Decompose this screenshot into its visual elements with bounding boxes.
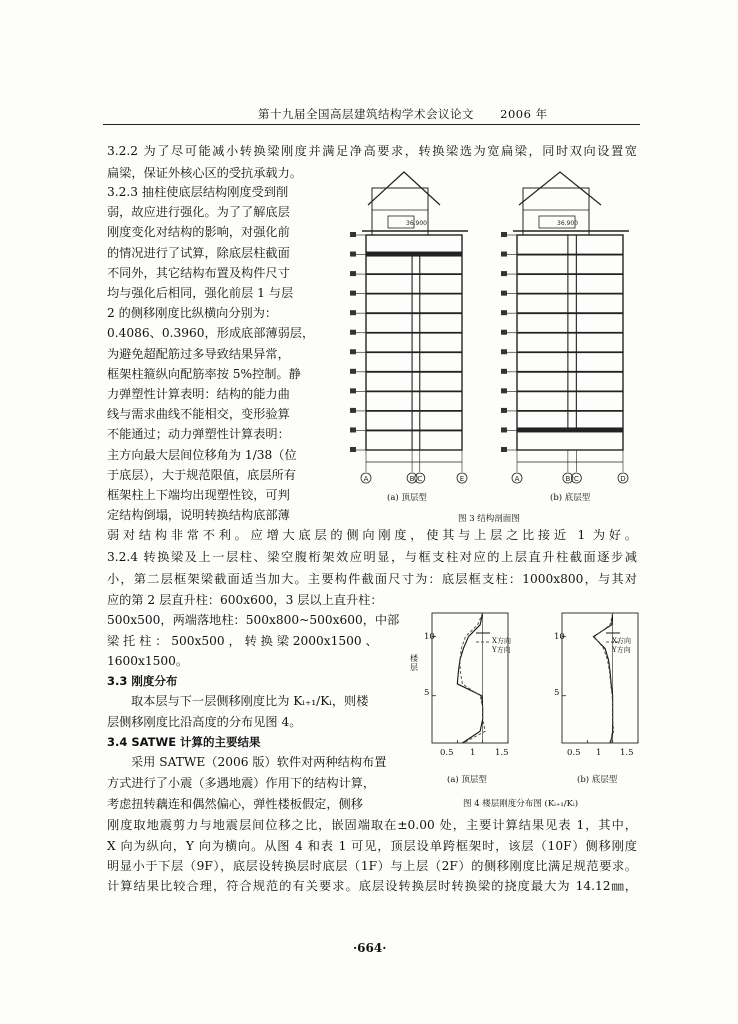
para-324-line4: 500x500，两端落地柱：500x800~500x600，中部 (107, 613, 400, 627)
para-323-line: 框架柱上下端均出现塑性铰，可判 (107, 488, 290, 502)
axis-label: C (417, 475, 423, 483)
level-mark (350, 291, 356, 296)
para-34-line1: 采用 SATWE（2006 版）软件对两种结构布置 (131, 755, 387, 769)
fig4b-xtick-05: 0.5 (567, 748, 581, 758)
fig4b-xtick-1: 1 (596, 748, 602, 758)
level-mark (501, 369, 507, 374)
heading-34: 3.4 SATWE 计算的主要结果 (107, 735, 261, 749)
fig4-caption: 图 4 楼层刚度分布图 (Kᵢ₊₁/Kᵢ) (463, 799, 579, 809)
axis-label: C (573, 475, 579, 483)
page-number: ·664· (353, 941, 387, 955)
fig4a-xtick-15: 1.5 (495, 748, 509, 758)
para-324-line3: 应的第 2 层直升柱：600x600，3 层以上直升柱： (107, 593, 383, 607)
fig4b-legend-x: X方向 (612, 637, 631, 645)
heading-33: 3.3 刚度分布 (107, 674, 178, 688)
level-mark (501, 271, 507, 276)
fig4b-ytick-10: 10 (554, 632, 565, 642)
para-323-line: 力弹塑性计算表明：结构的能力曲 (107, 387, 290, 401)
para-323-line: 不能通过；动力弹塑性计算表明： (107, 427, 290, 442)
fig4a-xtick-1: 1 (470, 748, 476, 758)
para-34-line6: 明显小于下层（9F），底层设转换层时底层（1F）与上层（2F）的侧移刚度比满足规范要求。 (107, 859, 637, 873)
para-324-line6: 1600x1500。 (107, 654, 189, 668)
para-322-line1: 3.2.2 为了尽可能减小转换梁刚度并满足净高要求，转换梁选为宽扁梁，同时双向设置宽 (107, 144, 637, 158)
axis-label: E (459, 475, 465, 483)
axis-label: B (565, 475, 571, 483)
para-323-line: 框架柱箍纵向配筋率按 5%控制。静 (107, 366, 301, 381)
level-mark (501, 447, 507, 452)
fig3-caption: 图 3 结构剖面图 (458, 514, 520, 524)
level-mark (350, 349, 356, 354)
para-324-line2: 小，第二层框架梁截面适当加大。主要构件截面尺寸为：底层框支柱：1000x800，与其对 (107, 572, 637, 586)
level-mark (501, 349, 507, 354)
level-mark (350, 252, 356, 257)
fig3-sub-b: (b) 底层型 (550, 493, 591, 503)
para-323-line: 定结构倒塌，说明转换结构底部薄 (107, 508, 290, 523)
para-324-line1: 3.2.4 转换梁及上一层柱、梁空腹桁架效应明显，与框支柱对应的上层直升柱截面逐步减 (107, 550, 637, 564)
level-mark (350, 271, 356, 276)
level-mark (501, 408, 507, 413)
para-323-line: 主方向最大层间位移角为 1/38（位 (107, 447, 297, 462)
level-mark (350, 447, 356, 452)
level-mark (350, 369, 356, 374)
fig4-sub-b: (b) 底层型 (577, 775, 618, 785)
fig4a-legend-x: X方向 (492, 637, 511, 645)
header-year: 2006 年 (500, 107, 548, 121)
fig4b-xtick-15: 1.5 (620, 748, 634, 758)
para-324-line5: 梁 托 柱 ： 500x500 ， 转 换 梁 2000x1500 、 (107, 634, 378, 648)
level-mark (501, 388, 507, 393)
para-33-line2: 层侧移刚度比沿高度的分布见图 4。 (107, 715, 302, 729)
figure4-chart-a (418, 605, 513, 760)
para-34-line2: 方式进行了小震（多遇地震）作用下的结构计算， (107, 776, 376, 790)
para-34-line4: 刚度取地震剪力与地震层间位移之比，嵌固端取在±0.00 处，主要计算结果见表 1，其中， (107, 818, 637, 832)
para-323-line: 于底层），大于规范限值，底层所有 (107, 467, 296, 482)
level-mark (350, 310, 356, 315)
para-33-line1: 取本层与下一层侧移刚度比为 Kᵢ₊₁/Kᵢ，则楼 (131, 694, 369, 708)
para-323-line: 线与需求曲线不能相交，变形验算 (107, 407, 290, 422)
para-34-line5: X 向为纵向，Y 向为横向。从图 4 和表 1 可见，顶层设单跨框架时，该层（10F）侧移刚度 (107, 839, 637, 853)
fig4b-legend-y: Y方向 (612, 646, 631, 654)
frame (366, 235, 462, 450)
para-323-line: 的情况进行了试算，除底层柱截面 (107, 245, 290, 260)
running-header (258, 106, 548, 122)
figure4-chart-b (548, 605, 643, 760)
axis-label: A (514, 475, 520, 483)
fig4b-ytick-5: 5 (554, 688, 560, 698)
level-mark (501, 232, 507, 237)
level-label: 36.900 (406, 220, 427, 227)
para-34-line7: 计算结果比较合理，符合规范的有关要求。底层设转换层时转换梁的挠度最大为 14.12㎜， (107, 879, 637, 893)
para-323-line: 为避免超配筋过多导致结果异常， (107, 346, 290, 361)
axis-label: B (409, 475, 415, 483)
header-rule (103, 124, 640, 125)
level-mark (350, 408, 356, 413)
para-323-line: 3.2.3 抽柱使底层结构刚度受到削 (107, 185, 289, 199)
axis-label: D (620, 475, 626, 483)
fig4a-xtick-05: 0.5 (440, 748, 454, 758)
level-mark (501, 310, 507, 315)
frame (517, 235, 623, 450)
figure3-section-a (344, 160, 474, 495)
fig4-ylabel: 楼层 (410, 654, 418, 672)
plot-frame (432, 613, 508, 743)
transfer-beam (366, 252, 462, 257)
level-mark (350, 427, 356, 432)
transfer-beam (517, 427, 623, 432)
para-323-line: 0.4086、0.3960，形成底部薄弱层， (107, 326, 315, 341)
level-mark (350, 232, 356, 237)
para-323-line: 刚度变化对结构的影响，对强化前 (107, 225, 290, 240)
fig4-ytick-5: 5 (424, 688, 430, 698)
para-323-line: 不同外，其它结构布置及构件尺寸 (107, 265, 290, 280)
para-323-line: 2 的侧移刚度比纵横向分别为： (107, 306, 278, 321)
level-mark (350, 388, 356, 393)
para-34-line3: 考虑扭转藕连和偶然偏心，弹性楼板假定，侧移 (107, 797, 363, 811)
fig4-ytick-10: 10 (424, 632, 435, 642)
axis-label: A (363, 475, 369, 483)
para-323-line: 弱，故应进行强化。为了了解底层 (107, 205, 290, 220)
level-mark (501, 252, 507, 257)
header-title: 第十九届全国高层建筑结构学术会议论文 (258, 107, 474, 121)
para-322-line2: 扁梁，保证外核心区的受抗承载力。 (107, 166, 302, 180)
fig3-sub-a: (a) 顶层型 (387, 493, 427, 503)
fig4a-legend-y: Y方向 (492, 646, 511, 654)
level-mark (501, 330, 507, 335)
figure3-section-b (495, 160, 635, 495)
level-label: 36.900 (557, 220, 578, 227)
para-323-line: 均与强化后相同，强化前层 1 与层 (107, 286, 294, 300)
level-mark (350, 330, 356, 335)
level-mark (501, 291, 507, 296)
fig4-sub-a: (a) 顶层型 (447, 775, 487, 785)
level-mark (501, 427, 507, 432)
para-323-last: 弱对结构非常不利。应增大底层的侧向刚度，使其与上层之比接近 1 为好。 (107, 528, 637, 542)
